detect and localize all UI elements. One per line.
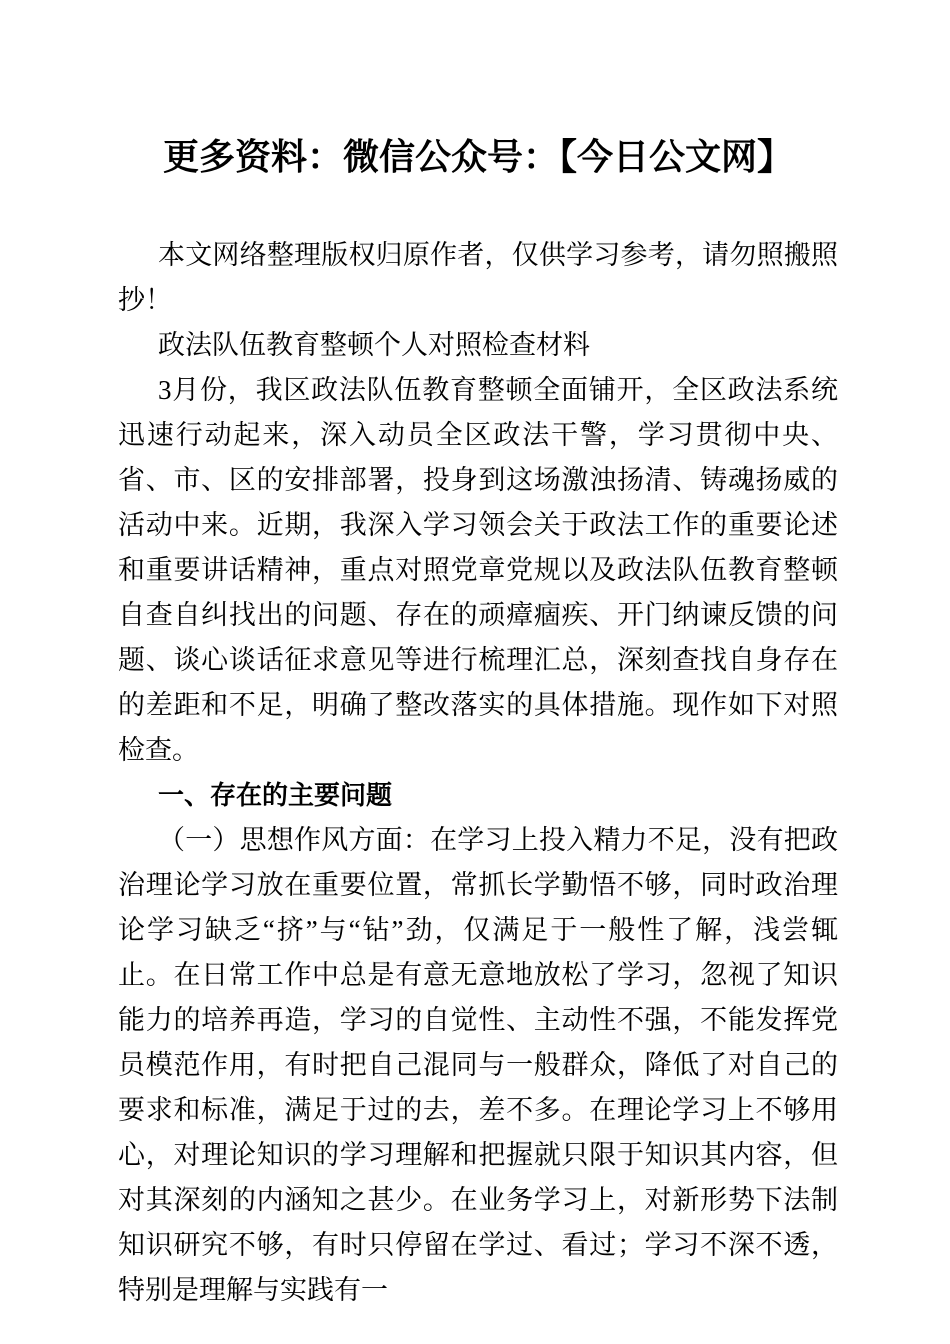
copyright-notice: 本文网络整理版权归原作者，仅供学习参考，请勿照搬照抄！ xyxy=(118,240,838,315)
section-heading-main-problems: 一、存在的主要问题 xyxy=(158,780,393,810)
document-content xyxy=(0,132,950,1313)
document-title: 更多资料：微信公众号：【今日公文网】 xyxy=(162,137,793,177)
section-paragraph-ideology-workstyle: （一）思想作风方面：在学习上投入精力不足，没有把政治理论学习放在重要位置，常抓长学勤悟不够，同时政治理论学习缺乏“挤”与“钻”劲，仅满足于一般性了解，浅尝辄止。在日常工作中总是有意无意地放松了学习，忽视了知识能力的培养再造，学习的自觉性、主动性不强，不能发挥党员模范作用，有时把自己混同与一般群众，降低了对自己的要求和标准，满足于过的去，差不多。在理论学习上不够用心，对理论知识的学习理解和把握就只限于知识其内容，但对其深刻的内涵知之甚少。在业务学习上，对新形势下法制知识研究不够，有时只停留在学过、看过；学习不深不透，特别是理解与实践有一 xyxy=(118,825,838,1305)
document-subtitle: 政法队伍教育整顿个人对照检查材料 xyxy=(158,330,590,360)
intro-paragraph: 3月份，我区政法队伍教育整顿全面铺开，全区政法系统迅速行动起来，深入动员全区政法干警，学习贯彻中央、省、市、区的安排部署，投身到这场激浊扬清、铸魂扬威的活动中来。近期，我深入学习领会关于政法工作的重要论述和重要讲话精神，重点对照党章党规以及政法队伍教育整顿自查自纠找出的问题、存在的顽瘴痼疾、开门纳谏反馈的问题、谈心谈话征求意见等进行梳理汇总，深刻查找自身存在的差距和不足，明确了整改落实的具体措施。现作如下对照检查。 xyxy=(118,375,838,765)
